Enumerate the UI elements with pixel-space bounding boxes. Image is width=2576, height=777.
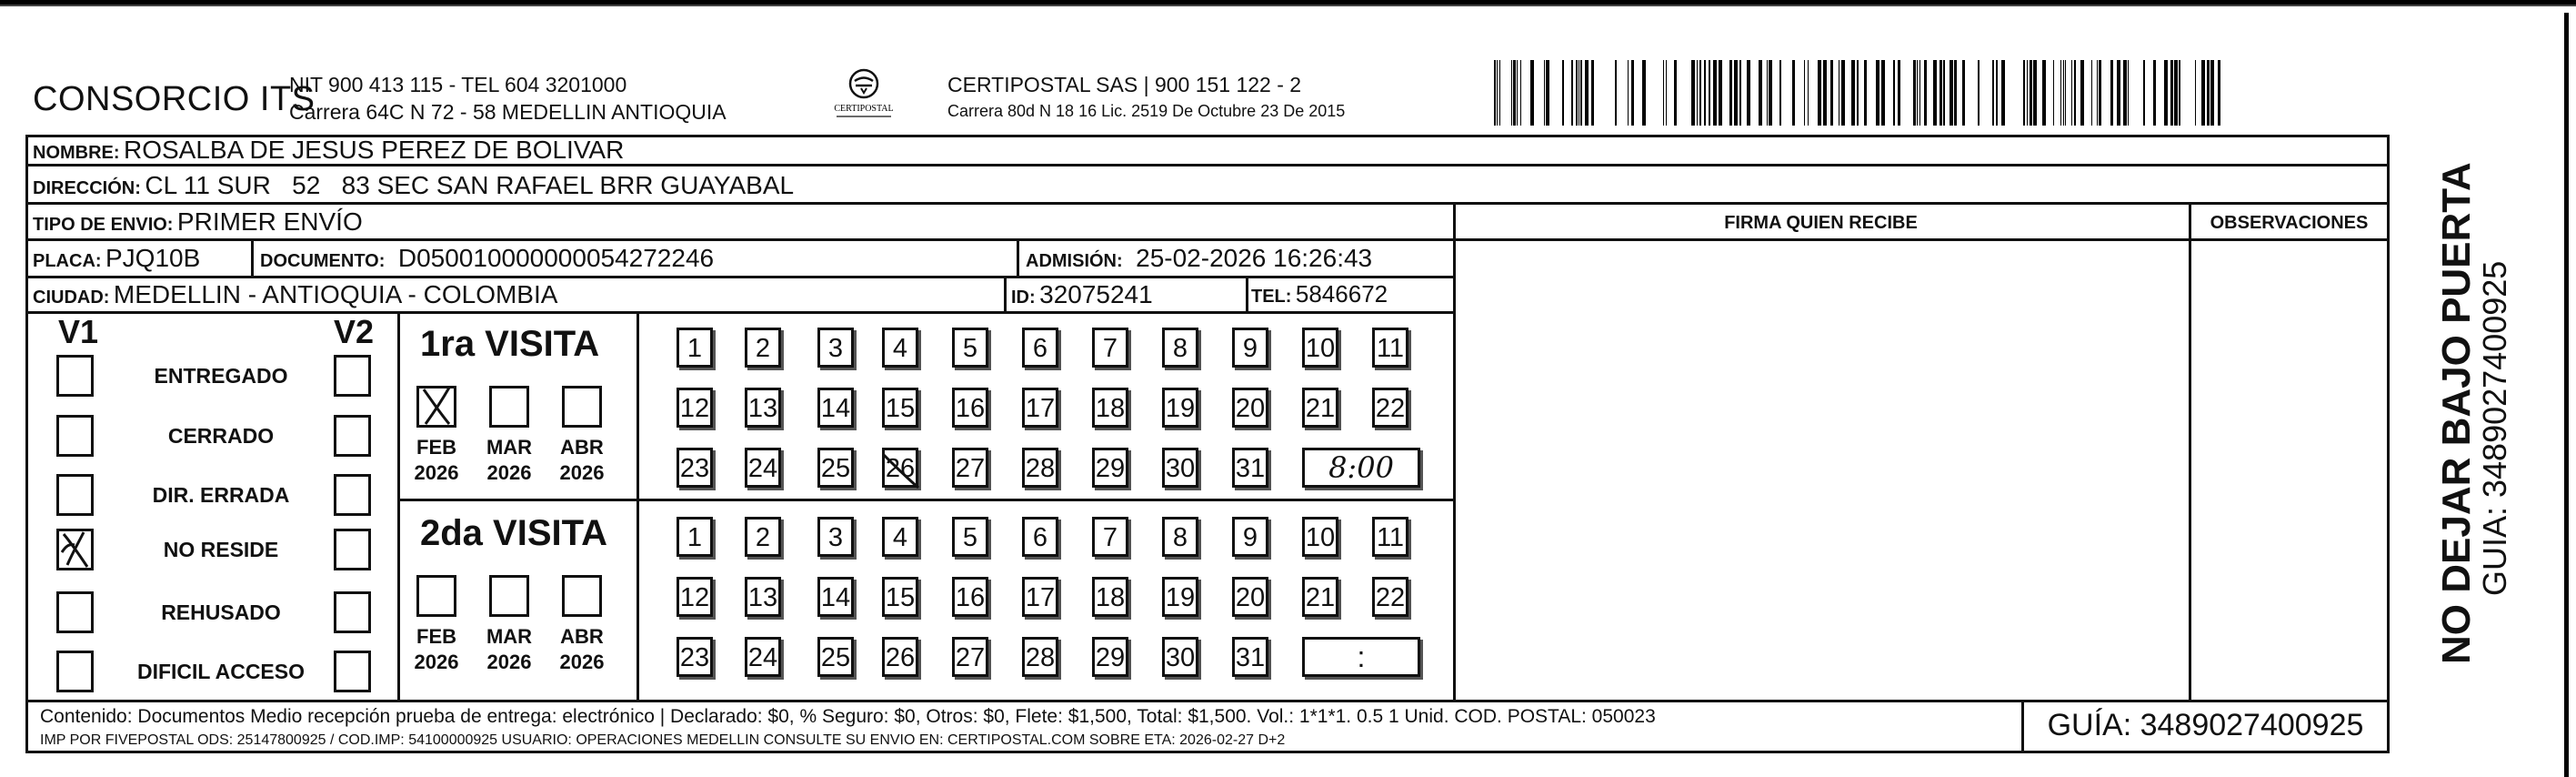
- day-box[interactable]: 18: [1092, 577, 1128, 617]
- day-box[interactable]: 7: [1092, 328, 1128, 368]
- day-box[interactable]: 15: [882, 577, 918, 617]
- day-box[interactable]: 4: [882, 328, 918, 368]
- footer-imp-line: IMP POR FIVEPOSTAL ODS: 25147800925 / COD.IMP: 54100000925 USUARIO: OPERACIONES MEDELLIN CONSULTE SU ENVIO EN: CERTIPOSTAL.COM SOBRE ETA: 2026-02-27 D+2: [40, 732, 1286, 748]
- day-box[interactable]: 6: [1022, 517, 1058, 557]
- day-box[interactable]: 16: [952, 577, 988, 617]
- day-box[interactable]: 17: [1022, 577, 1058, 617]
- v2-checkbox[interactable]: [334, 355, 371, 397]
- day-box[interactable]: 17: [1022, 388, 1058, 428]
- day-box[interactable]: 29: [1092, 448, 1128, 488]
- day-box[interactable]: 26: [882, 448, 918, 488]
- handwritten-day-mark: [878, 444, 924, 493]
- certipostal-logo: [823, 66, 905, 122]
- month-label: [407, 435, 466, 486]
- day-box[interactable]: 28: [1022, 448, 1058, 488]
- day-box[interactable]: 12: [677, 577, 713, 617]
- v1-checkbox[interactable]: [56, 415, 94, 457]
- footer-contenido: Contenido: Documentos Medio recepción prueba de entrega: electrónico | Declarado: $0, % Seguro: $0, Otros: $0, Flete: $1,500, Total: $1,500. Vol.: 1*1*1. 0.5 1 Unid. COD. POSTAL: 050023: [40, 706, 1656, 727]
- nombre-field: [33, 136, 624, 165]
- day-box[interactable]: 31: [1232, 448, 1268, 488]
- v2-checkbox[interactable]: [334, 651, 371, 692]
- month-name: ABR: [560, 625, 604, 648]
- day-box[interactable]: 23: [677, 448, 713, 488]
- v1-checkbox[interactable]: [56, 651, 94, 692]
- month-checkbox[interactable]: [489, 386, 529, 428]
- company-nit: NIT 900 413 115 - TEL 604 3201000: [289, 73, 627, 96]
- scan-border-right: [2564, 13, 2569, 777]
- placa-field: [33, 244, 200, 273]
- day-box[interactable]: 20: [1232, 577, 1268, 617]
- day-box[interactable]: 9: [1232, 517, 1268, 557]
- v2-label: V2: [334, 313, 375, 350]
- day-box[interactable]: 30: [1162, 448, 1198, 488]
- day-box[interactable]: 15: [882, 388, 918, 428]
- side-vertical-text: [2408, 159, 2544, 669]
- day-box[interactable]: 25: [817, 448, 854, 488]
- month-label: [553, 624, 611, 675]
- day-box[interactable]: 1: [677, 328, 713, 368]
- day-box[interactable]: 24: [745, 637, 781, 677]
- day-box[interactable]: 26: [882, 637, 918, 677]
- day-box[interactable]: 22: [1372, 577, 1408, 617]
- day-box[interactable]: 10: [1302, 517, 1338, 557]
- documento-value: D050010000000054272246: [397, 244, 715, 272]
- day-box[interactable]: 28: [1022, 637, 1058, 677]
- id-field: [1011, 280, 1153, 309]
- day-box[interactable]: 2: [745, 328, 781, 368]
- company-name: CONSORCIO ITS: [33, 80, 316, 118]
- month-checkbox[interactable]: [562, 575, 602, 617]
- v1-checkbox[interactable]: [56, 355, 94, 397]
- day-box[interactable]: 24: [745, 448, 781, 488]
- day-box[interactable]: 20: [1232, 388, 1268, 428]
- month-name: MAR: [486, 436, 533, 459]
- ciudad-label: CIUDAD:: [33, 288, 110, 308]
- month-year: 2026: [559, 651, 605, 673]
- barcode: [1494, 60, 2221, 126]
- day-box[interactable]: 14: [817, 388, 854, 428]
- ciudad-field: [33, 280, 557, 309]
- firma-header: FIRMA QUIEN RECIBE: [1724, 213, 1918, 233]
- month-year: 2026: [414, 651, 459, 673]
- day-box[interactable]: 8: [1162, 328, 1198, 368]
- day-box[interactable]: 14: [817, 577, 854, 617]
- day-box[interactable]: 25: [817, 637, 854, 677]
- nombre-value: ROSALBA DE JESUS PEREZ DE BOLIVAR: [124, 136, 625, 164]
- handwritten-x-mark: [56, 525, 96, 572]
- month-name: FEB: [416, 436, 456, 459]
- day-box[interactable]: 7: [1092, 517, 1128, 557]
- month-year: 2026: [414, 461, 459, 484]
- direccion-field: [33, 171, 794, 200]
- placa-label: PLACA:: [33, 251, 102, 271]
- month-label: [480, 624, 538, 675]
- month-year: 2026: [559, 461, 605, 484]
- day-box[interactable]: 3: [817, 517, 854, 557]
- visit-time[interactable]: :: [1302, 637, 1420, 677]
- day-box[interactable]: 4: [882, 517, 918, 557]
- day-box[interactable]: 9: [1232, 328, 1268, 368]
- v1-checkbox[interactable]: [56, 474, 94, 516]
- tipo-envio-value: PRIMER ENVÍO: [176, 207, 363, 236]
- day-box[interactable]: 13: [745, 388, 781, 428]
- admision-field: [1026, 244, 1372, 273]
- day-box[interactable]: 19: [1162, 577, 1198, 617]
- day-box[interactable]: 5: [952, 517, 988, 557]
- certipostal-address: Carrera 80d N 18 16 Lic. 2519 De Octubre 23 De 2015: [947, 102, 1346, 120]
- direccion-value: CL 11 SUR 52 83 SEC SAN RAFAEL BRR GUAYABAL: [145, 171, 795, 199]
- v2-checkbox[interactable]: [334, 415, 371, 457]
- status-label: REHUSADO: [161, 600, 281, 624]
- v1-label: V1: [58, 313, 99, 350]
- visit-title: 2da VISITA: [420, 513, 607, 553]
- certipostal-nit: CERTIPOSTAL SAS | 900 151 122 - 2: [947, 73, 1302, 96]
- status-label: DIR. ERRADA: [152, 483, 290, 507]
- tel-value: 5846672: [1295, 280, 1388, 308]
- day-box[interactable]: 13: [745, 577, 781, 617]
- day-box[interactable]: 27: [952, 448, 988, 488]
- day-box[interactable]: 27: [952, 637, 988, 677]
- day-box[interactable]: 23: [677, 637, 713, 677]
- company-address: Carrera 64C N 72 - 58 MEDELLIN ANTIOQUIA: [289, 100, 727, 124]
- day-box[interactable]: 12: [677, 388, 713, 428]
- month-checkbox[interactable]: [489, 575, 529, 617]
- day-box[interactable]: 19: [1162, 388, 1198, 428]
- day-box[interactable]: 18: [1092, 388, 1128, 428]
- month-name: FEB: [416, 625, 456, 648]
- status-label: ENTREGADO: [154, 364, 288, 388]
- tipo-envio-field: [33, 207, 363, 237]
- documento-label: DOCUMENTO:: [260, 251, 386, 271]
- footer-guia: GUÍA: 3489027400925: [2047, 708, 2364, 742]
- day-box[interactable]: 22: [1372, 388, 1408, 428]
- visit-title: 1ra VISITA: [420, 324, 600, 364]
- nombre-label: NOMBRE:: [33, 143, 120, 163]
- day-box[interactable]: 5: [952, 328, 988, 368]
- visit-time[interactable]: 8:00: [1302, 448, 1420, 488]
- id-label: ID:: [1011, 288, 1036, 308]
- day-box[interactable]: 1: [677, 517, 713, 557]
- month-name: MAR: [486, 625, 533, 648]
- day-box[interactable]: 16: [952, 388, 988, 428]
- month-checkbox[interactable]: [416, 575, 456, 617]
- day-box[interactable]: 3: [817, 328, 854, 368]
- status-label: NO RESIDE: [163, 538, 279, 561]
- v2-checkbox[interactable]: [334, 591, 371, 633]
- tel-label: TEL:: [1251, 287, 1292, 307]
- day-box[interactable]: 29: [1092, 637, 1128, 677]
- id-value: 32075241: [1039, 280, 1153, 308]
- logo-caption: CERTIPOSTAL: [834, 104, 894, 114]
- month-year: 2026: [486, 461, 532, 484]
- month-year: 2026: [486, 651, 532, 673]
- day-box[interactable]: 8: [1162, 517, 1198, 557]
- certipostal-info: [947, 71, 1345, 124]
- v2-checkbox[interactable]: [334, 474, 371, 516]
- observaciones-header: OBSERVACIONES: [2210, 213, 2369, 233]
- day-box[interactable]: 10: [1302, 328, 1338, 368]
- month-checkbox[interactable]: [562, 386, 602, 428]
- ciudad-value: MEDELLIN - ANTIOQUIA - COLOMBIA: [113, 280, 558, 308]
- day-box[interactable]: 30: [1162, 637, 1198, 677]
- tipo-envio-label: TIPO DE ENVIO:: [33, 215, 174, 235]
- status-label: CERRADO: [167, 424, 275, 448]
- day-box[interactable]: 31: [1232, 637, 1268, 677]
- side-guia: GUIA: 3489027400925: [2476, 260, 2513, 596]
- month-label: [553, 435, 611, 486]
- side-warning: NO DEJAR BAJO PUERTA: [2434, 162, 2479, 664]
- admision-label: ADMISIÓN:: [1026, 251, 1123, 271]
- direccion-label: DIRECCIÓN:: [33, 178, 141, 198]
- handwritten-x-mark: [415, 382, 458, 429]
- month-label: [480, 435, 538, 486]
- day-box[interactable]: 6: [1022, 328, 1058, 368]
- scan-border-top: [0, 0, 2576, 13]
- day-box[interactable]: 2: [745, 517, 781, 557]
- v2-checkbox[interactable]: [334, 529, 371, 570]
- day-box[interactable]: 11: [1372, 517, 1408, 557]
- documento-field: [260, 244, 714, 273]
- status-label: DIFICIL ACCESO: [136, 660, 305, 683]
- day-box[interactable]: 11: [1372, 328, 1408, 368]
- company-info: [289, 71, 727, 126]
- v1-checkbox[interactable]: [56, 591, 94, 633]
- day-box[interactable]: 21: [1302, 388, 1338, 428]
- month-name: ABR: [560, 436, 604, 459]
- placa-value: PJQ10B: [105, 244, 201, 272]
- day-box[interactable]: 21: [1302, 577, 1338, 617]
- admision-value: 25-02-2026 16:26:43: [1136, 244, 1373, 272]
- tel-field: [1251, 280, 1388, 308]
- month-label: [407, 624, 466, 675]
